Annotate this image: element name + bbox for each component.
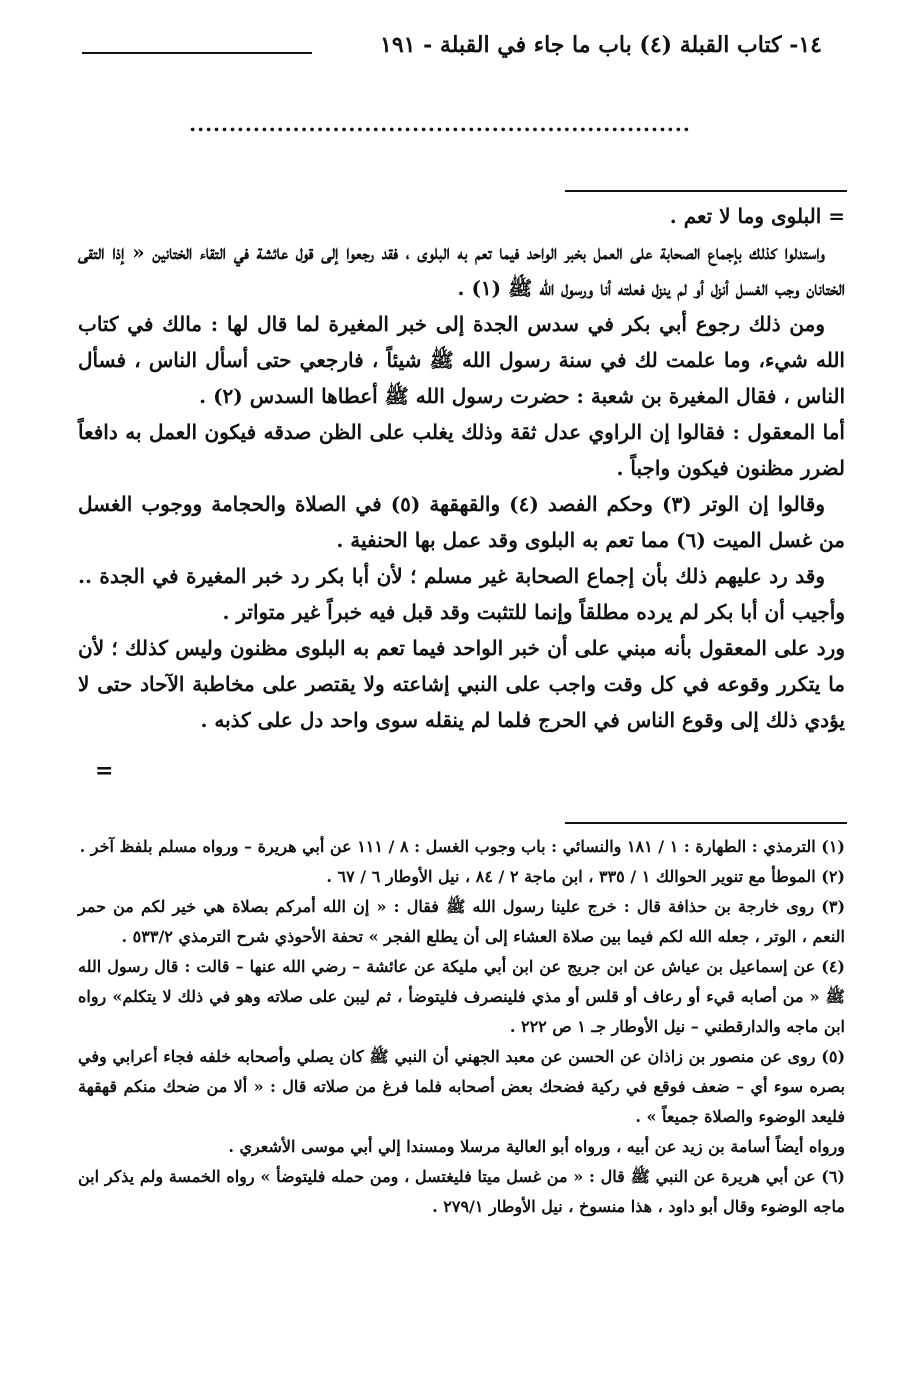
paragraph: وقالوا إن الوتر (٣) وحكم الفصد (٤) والقهقهة (٥) في الصلاة والحجامة ووجوب الغسل من غسل الميت (٦) مما تعم به البلوى وقد عمل بها الحنفية . <box>78 492 845 552</box>
paragraph: ورد على المعقول بأنه مبني على أن خبر الواحد فيما تعم به البلوى مظنون وليس كذلك ؛ لأن ما يتكرر وقوعه في كل وقت واجب على النبي إشاعته ولا يقتصر على مخاطبة الآحاد حتى لا يؤدي ذلك إلى وقوع الناس في الحرج فلما لم ينقله سوى واحد دل على كذبه . <box>78 636 845 732</box>
main-text <box>78 198 845 738</box>
header-title: ١٤- كتاب القبلة (٤) باب ما جاء في القبلة - ١٩١ <box>380 32 822 58</box>
footnote: (٢) الموطأ مع تنوير الحوالك ١ / ٣٣٥ ، ابن ماجة ٢ / ٨٤ ، نيل الأوطار ٦ / ٦٧ . <box>326 867 845 886</box>
footnote: (٥) روى عن منصور بن زاذان عن الحسن عن معبد الجهني أن النبي ﷺ كان يصلي وأصحابه خلفه فجاء أعرابي وفي بصره سوء أي – ضعف فوقع في ركية فضحك بعض أصحابه فلما فرغ من صلاته قال : « ألا من ضحك منكم قهقهة فليعد الوضوء والصلاة جميعاً » . <box>78 1047 846 1126</box>
body-top-rule <box>565 190 847 192</box>
paragraph: وقد رد عليهم ذلك بأن إجماع الصحابة غير مسلم ؛ لأن أبا بكر رد خبر المغيرة في الجدة .. وأجيب أن أبا بكر لم يرده مطلقاً وإنما للتثبت وقد قبل فيه خبراً غير متواتر . <box>78 564 845 624</box>
paragraph: أما المعقول : فقالوا إن الراوي عدل ثقة وذلك يغلب على الظن صدقه فيكون العمل به دافعاً لضرر مظنون فيكون واجباً . <box>78 420 845 480</box>
header-rule <box>82 52 312 54</box>
footnotes <box>78 832 845 1222</box>
running-header <box>82 30 822 70</box>
footnote: (١) الترمذي : الطهارة : ١ / ١٨١ والنسائي : باب وجوب الغسل : ٨ / ١١١ عن أبي هريرة – ورواه مسلم بلفظ آخر . <box>79 837 845 856</box>
footnote: (٣) روى خارجة بن حذافة قال : خرج علينا رسول الله ﷺ فقال : « إن الله أمركم بصلاة هي خير لكم من حمر النعم ، الوتر ، جعله الله لكم فيما بين صلاة العشاء إلى أن يطلع الفجر » تحفة الأحوذي شرح الترمذي ٥٣٣/٢ . <box>78 897 846 946</box>
continuation-mark: = <box>95 758 114 784</box>
paragraph: ومن ذلك رجوع أبي بكر في سدس الجدة إلى خبر المغيرة لما قال لها : مالك في كتاب الله شيء، وما علمت لك في سنة رسول الله ﷺ شيئاً ، فارجعي حتى أسأل الناس ، فسأل الناس ، فقال المغيرة بن شعبة : حضرت رسول الله ﷺ أعطاها السدس (٢) . <box>78 312 845 408</box>
footnote: ورواه أيضاً أسامة بن زيد عن أبيه ، ورواه أبو العالية مرسلا ومسندا إلي أبي موسى الأشعري . <box>228 1137 845 1156</box>
separator-dots: ............................................................... <box>189 112 691 136</box>
paragraph: واستدلوا كذلك بإجماع الصحابة على العمل بخبر الواحد فيما تعم به البلوى ، فقد رجعوا إلى قول عائشة في التقاء الختانين « إذا التقى الختانان وجب الغسل أنزل أو لم ينزل فعلته أنا ورسول الله ﷺ (١) . <box>78 240 845 300</box>
footnotes-rule <box>565 822 847 824</box>
footnote: (٤) عن إسماعيل بن عياش عن ابن جريج عن ابن أبي مليكة عن عائشة – رضي الله عنها – قالت : قال رسول الله ﷺ « من أصابه قيء أو رعاف أو قلس أو مذي فلينصرف فليتوضأ ، ثم ليبن على صلاته وهو في ذلك لا يتكلم» رواه ابن ماجه والدارقطني – نيل الأوطار جـ ١ ص ٢٢٢ . <box>78 957 845 1036</box>
footnote: (٦) عن أبي هريرة عن النبي ﷺ قال : « من غسل ميتا فليغتسل ، ومن حمله فليتوضأ » رواه الخمسة ولم يذكر ابن ماجه الوضوء وقال أبو داود ، هذا منسوخ ، نيل الأوطار ٢٧٩/١ . <box>78 1167 845 1216</box>
paragraph: = البلوى وما لا تعم . <box>669 204 845 228</box>
